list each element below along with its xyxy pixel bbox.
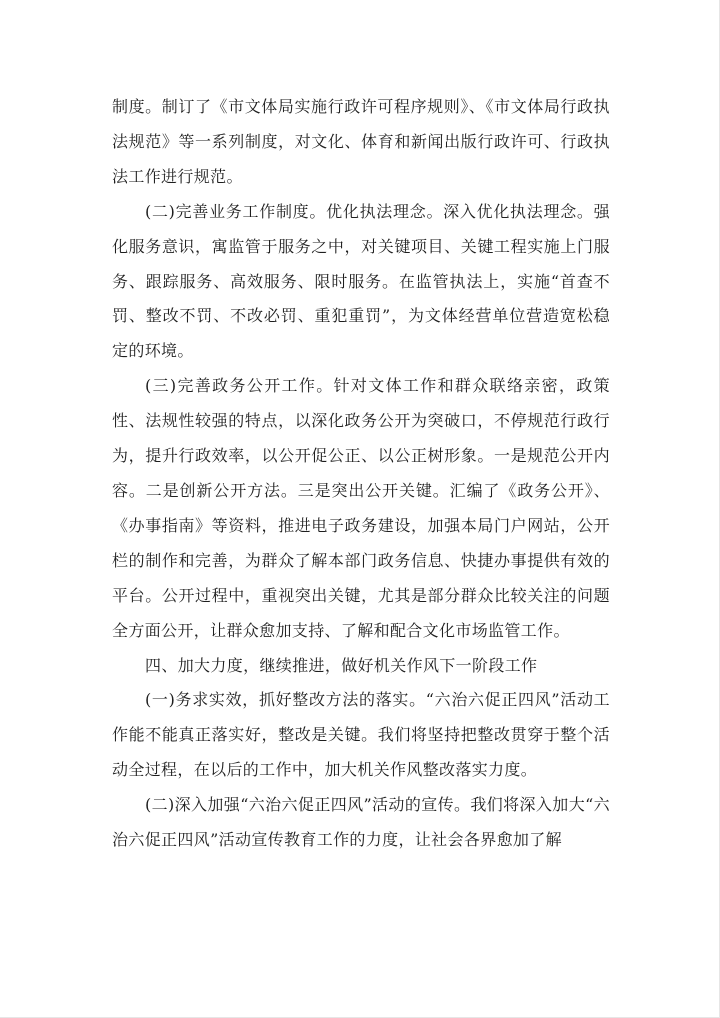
section-heading: 四、加大力度，继续推进，做好机关作风下一阶段工作	[145, 655, 538, 675]
paragraph-publicity: (二)深入加强“六治六促正四风”活动的宣传。我们将深入加大“六治六促正四风”活动宣传教育工作的力度，让社会各界愈加了解	[112, 795, 610, 850]
document-body	[112, 90, 610, 858]
paragraph-business-system: (二)完善业务工作制度。优化执法理念。深入优化执法理念。强化服务意识，寓监管于服务之中，对关键项目、关键工程实施上门服务、跟踪服务、高效服务、限时服务。在监管执法上，实施“首查不罚、整改不罚、不改必罚、重犯重罚”，为文体经营单位营造宽松稳定的环境。	[112, 201, 610, 361]
paragraph-rectification: (一)务求实效，抓好整改方法的落实。“六治六促正四风”活动工作能不能真正落实好，整改是关键。我们将坚持把整改贯穿于整个活动全过程，在以后的工作中，加大机关作风整改落实力度。	[112, 690, 610, 780]
paragraph-government-affairs: (三)完善政务公开工作。针对文体工作和群众联络亲密，政策性、法规性较强的特点，以深化政务公开为突破口，不停规范行政行为，提升行政效率，以公开促公正、以公正树形象。一是规范公开内容。二是创新公开方法。三是突出公开关键。汇编了《政务公开》、《办事指南》等资料，推进电子政务建设，加强本局门户网站，公开栏的制作和完善，为群众了解本部门政务信息、快捷办事提供有效的平台。公开过程中，重视突出关键，尤其是部分群众比较关注的问题全方面公开，让群众愈加支持、了解和配合文化市场监管工作。	[112, 376, 610, 640]
paragraph-regulations: 制度。制订了《市文体局实施行政许可程序规则》、《市文体局行政执法规范》等一系列制度，对文化、体育和新闻出版行政许可、行政执法工作进行规范。	[112, 97, 610, 186]
